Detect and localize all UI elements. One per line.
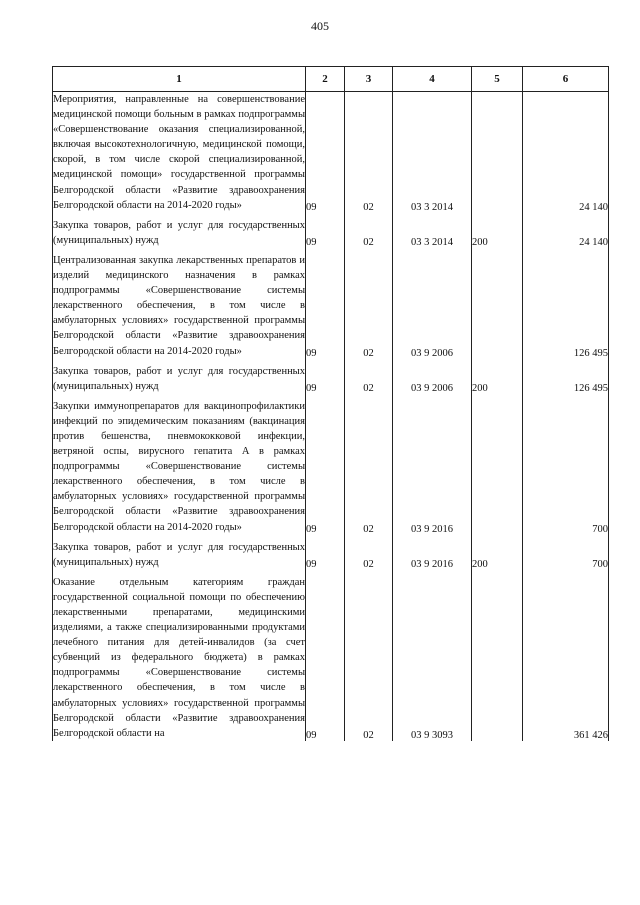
expense-type-code bbox=[472, 253, 523, 359]
amount: 126 495 bbox=[523, 364, 609, 394]
table-row bbox=[53, 218, 609, 248]
table-row bbox=[53, 399, 609, 535]
target-article-code: 03 9 2006 bbox=[393, 364, 472, 394]
expense-type-code bbox=[472, 399, 523, 535]
target-article-code: 03 9 2016 bbox=[393, 540, 472, 570]
section-code: 09 bbox=[306, 399, 345, 535]
expense-type-code: 200 bbox=[472, 218, 523, 248]
column-header-2: 2 bbox=[306, 67, 345, 92]
section-code: 09 bbox=[306, 92, 345, 213]
row-description: Закупка товаров, работ и услуг для государственных (муниципальных) нужд bbox=[53, 540, 306, 570]
column-header-4: 4 bbox=[393, 67, 472, 92]
subsection-code: 02 bbox=[345, 575, 393, 741]
expense-type-code bbox=[472, 92, 523, 213]
table-row bbox=[53, 540, 609, 570]
subsection-code: 02 bbox=[345, 399, 393, 535]
table-row bbox=[53, 575, 609, 741]
section-code: 09 bbox=[306, 253, 345, 359]
subsection-code: 02 bbox=[345, 540, 393, 570]
subsection-code: 02 bbox=[345, 364, 393, 394]
row-description: Централизованная закупка лекарственных препаратов и изделий медицинского назначения в рамках подпрограммы «Совершенствование системы лекарственного обеспечения, в том числе в амбулаторных условиях» государственной программы Белгородской области «Развитие здравоохранения Белгородской области на 2014-2020 годы» bbox=[53, 253, 306, 359]
row-description: Закупки иммунопрепаратов для вакцинопрофилактики инфекций по эпидемическим показаниям (вакцинация против бешенства, пневмококковой инфекции, ветряной оспы, вирусного гепатита А в рамках подпрограммы «Совершенствование системы лекарственного обеспечения, в том числе в амбулаторных условиях» государственной программы Белгородской области «Развитие здравоохранения Белгородской области на 2014-2020 годы» bbox=[53, 399, 306, 535]
subsection-code: 02 bbox=[345, 218, 393, 248]
subsection-code: 02 bbox=[345, 92, 393, 213]
section-code: 09 bbox=[306, 218, 345, 248]
amount: 700 bbox=[523, 540, 609, 570]
expense-type-code: 200 bbox=[472, 540, 523, 570]
column-header-5: 5 bbox=[472, 67, 523, 92]
amount: 126 495 bbox=[523, 253, 609, 359]
row-description: Закупка товаров, работ и услуг для государственных (муниципальных) нужд bbox=[53, 218, 306, 248]
section-code: 09 bbox=[306, 540, 345, 570]
row-description: Мероприятия, направленные на совершенствование медицинской помощи больным в рамках подпрограммы «Совершенствование оказания специализированной, включая высокотехнологичную, медицинской помощи, скорой, в том числе скорой специализированной, медицинской помощи» государственной программы Белгородской области «Развитие здравоохранения Белгородской области на 2014-2020 годы» bbox=[53, 92, 306, 213]
amount: 361 426 bbox=[523, 575, 609, 741]
row-description: Закупка товаров, работ и услуг для государственных (муниципальных) нужд bbox=[53, 364, 306, 394]
target-article-code: 03 3 2014 bbox=[393, 218, 472, 248]
target-article-code: 03 9 2016 bbox=[393, 399, 472, 535]
table-row bbox=[53, 364, 609, 394]
column-header-1: 1 bbox=[53, 67, 306, 92]
expense-type-code: 200 bbox=[472, 364, 523, 394]
table-row bbox=[53, 92, 609, 213]
section-code: 09 bbox=[306, 364, 345, 394]
section-code: 09 bbox=[306, 575, 345, 741]
page-number: 405 bbox=[311, 19, 329, 33]
target-article-code: 03 9 2006 bbox=[393, 253, 472, 359]
column-header-3: 3 bbox=[345, 67, 393, 92]
expense-type-code bbox=[472, 575, 523, 741]
column-header-6: 6 bbox=[523, 67, 609, 92]
header-row bbox=[53, 67, 609, 92]
amount: 24 140 bbox=[523, 218, 609, 248]
budget-table bbox=[52, 66, 609, 741]
target-article-code: 03 3 2014 bbox=[393, 92, 472, 213]
table-row bbox=[53, 253, 609, 359]
subsection-code: 02 bbox=[345, 253, 393, 359]
target-article-code: 03 9 3093 bbox=[393, 575, 472, 741]
amount: 24 140 bbox=[523, 92, 609, 213]
row-description: Оказание отдельным категориям граждан государственной социальной помощи по обеспечению лекарственными препаратами, медицинскими изделиями, а также специализированными продуктами лечебного питания для детей-инвалидов (за счет субвенций из федерального бюджета) в рамках подпрограммы «Совершенствование системы лекарственного обеспечения, в том числе в амбулаторных условиях» государственной программы Белгородской области «Развитие здравоохранения Белгородской области на bbox=[53, 575, 306, 741]
amount: 700 bbox=[523, 399, 609, 535]
